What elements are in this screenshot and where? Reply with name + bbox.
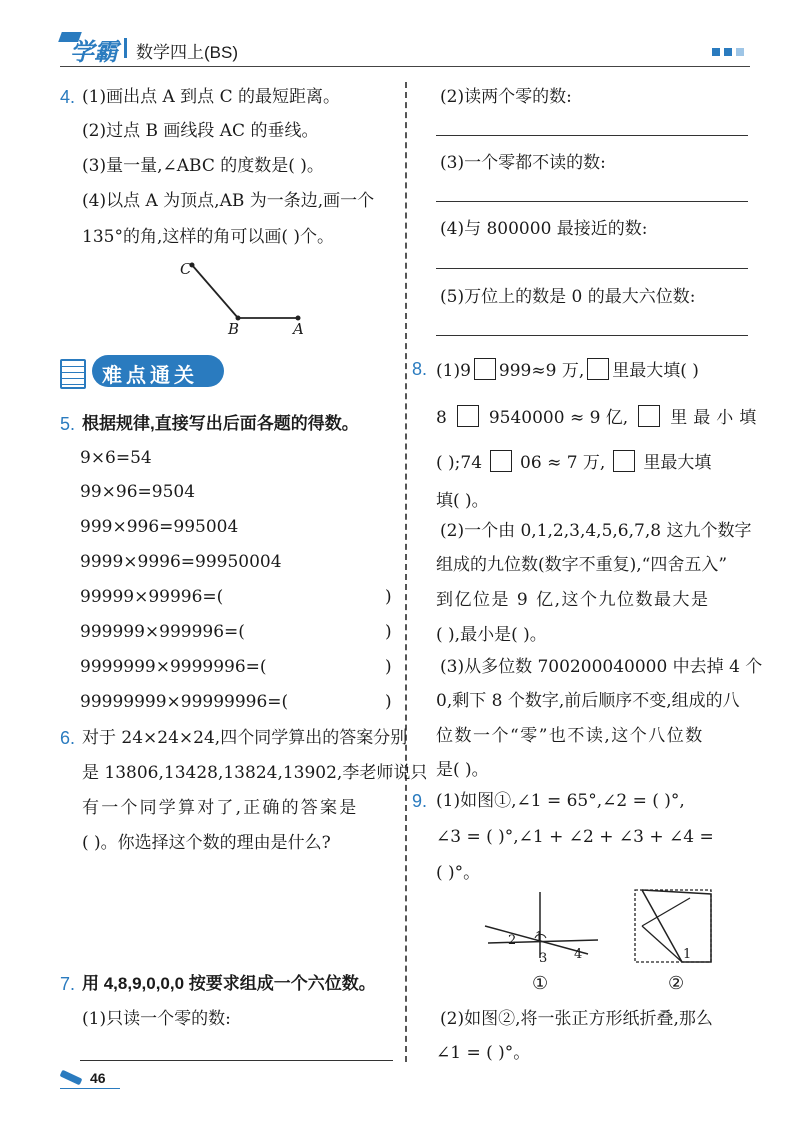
fold-line-2 [642,926,682,962]
fig1-angle-2: 2 [508,933,517,948]
equation-7-close: ) [385,657,392,677]
digit-box-2[interactable] [587,358,609,380]
page-number: 46 [90,1070,106,1086]
question-4-line-4: (4)以点 A 为顶点,AB 为一条边,画一个 [82,191,375,211]
question-7-number: 7. [60,974,76,994]
header-squares-icon [712,48,746,58]
figure-2-label: ② [668,973,685,994]
answer-line-7-2[interactable] [436,135,748,136]
q8-l1-c: 里最大填( ) [612,361,699,381]
q8-l2-c: 里最小填 [670,408,763,428]
q8-l3-c: 里最大填 [643,453,712,473]
question-8-line-12: 是( )。 [436,760,489,780]
subject-label: 数学四上(BS) [136,43,238,62]
header-rule [60,66,750,67]
q8-l2-b: 9540000 ≈ 9 亿, [488,408,629,428]
question-8-line-11: 位数一个“零”也不读,这个八位数 [436,726,704,746]
footer-rule [60,1088,120,1089]
segment-cb [192,265,238,318]
fig1-angle-4: 4 [574,947,583,962]
question-7-part-2: (2)读两个零的数: [440,87,572,107]
footer [60,1064,140,1094]
brand-logo: 学霸 [70,39,118,66]
question-9-line-3: ( )°。 [436,863,481,883]
equation-6-close: ) [385,622,392,642]
digit-box-4[interactable] [638,405,660,427]
point-b-label: B [228,320,240,338]
q8-l1-b: 999≈9 万, [498,361,585,381]
fold-shape [642,890,711,962]
question-8-number: 8. [412,359,428,379]
answer-line-7-5[interactable] [436,335,748,336]
section-title: 难点通关 [102,365,198,387]
question-6-line-2: 是 13806,13428,13824,13902,李老师说只 [82,763,428,783]
question-6-line-4: ( )。你选择这个数的理由是什么? [82,833,331,853]
answer-line-7-3[interactable] [436,201,748,202]
equation-8-close: ) [385,692,392,712]
question-8-line-2 [436,405,762,429]
equation-5-close: ) [385,587,392,607]
notebook-icon [60,359,86,389]
q8-l3-b: 06 ≈ 7 万, [520,453,606,473]
q8-l1-a: (1)9 [436,361,471,381]
point-a-label: A [293,320,304,338]
equation-3: 999×996=995004 [80,517,239,537]
question-6-line-3: 有一个同学算对了,正确的答案是 [82,798,359,818]
question-6-line-1: 对于 24×24×24,四个同学算出的答案分别 [82,728,408,748]
equation-1: 9×6=54 [80,448,152,468]
question-8-line-8: ( ),最小是( )。 [436,625,547,645]
point-c-label: C [180,260,192,278]
equation-7: 9999999×9999996=( [80,657,267,677]
digit-box-6[interactable] [613,450,635,472]
question-4-line-3: (3)量一量,∠ABC 的度数是( )。 [82,156,324,176]
question-4-number: 4. [60,87,76,107]
question-5-title: 根据规律,直接写出后面各题的得数。 [82,414,359,433]
question-6-number: 6. [60,728,76,748]
question-4-line-2: (2)过点 B 画线段 AC 的垂线。 [82,121,319,141]
equation-4: 9999×9996=99950004 [80,552,282,572]
pencil-icon [60,1070,83,1086]
question-8-line-5: (2)一个由 0,1,2,3,4,5,6,7,8 这九个数字 [440,521,752,541]
figure-2-folded-square [630,886,715,966]
question-8-line-7: 到亿位是 9 亿,这个九位数最大是 [436,590,710,610]
answer-line-7-1[interactable] [80,1060,393,1061]
question-8-line-3 [436,450,711,474]
question-4-line-1: (1)画出点 A 到点 C 的最短距离。 [82,87,340,107]
header [60,30,750,70]
answer-line-7-4[interactable] [436,268,748,269]
column-divider [405,82,407,1062]
equation-6: 999999×999996=( [80,622,245,642]
figure-1-label: ① [532,973,549,994]
header-divider [124,38,127,58]
digit-box-5[interactable] [490,450,512,472]
q8-l2-a: 8 [436,408,447,428]
digit-box-3[interactable] [457,405,479,427]
digit-box-1[interactable] [474,358,496,380]
section-banner [58,355,228,389]
question-9-number: 9. [412,791,428,811]
question-8-line-6: 组成的九位数(数字不重复),“四舍五入” [436,555,728,575]
question-9-line-2: ∠3 = ( )°,∠1 + ∠2 + ∠3 + ∠4 = [436,827,714,847]
fig2-angle-1: 1 [683,947,692,962]
question-4-line-5: 135°的角,这样的角可以画( )个。 [82,227,335,247]
question-7-part-3: (3)一个零都不读的数: [440,153,606,173]
question-9-line-4: (2)如图②,将一张正方形纸折叠,那么 [440,1009,713,1029]
equation-5: 99999×99996=( [80,587,224,607]
question-7-title: 用 4,8,9,0,0,0 按要求组成一个六位数。 [82,974,376,993]
fig1-angle-3: 3 [539,951,548,966]
equation-8: 99999999×99999996=( [80,692,289,712]
question-8-line-10: 0,剩下 8 个数字,前后顺序不变,组成的八 [436,691,740,711]
equation-2: 99×96=9504 [80,482,196,502]
question-7-part-5: (5)万位上的数是 0 的最大六位数: [440,287,696,307]
q8-l3-a: ( );74 [436,453,483,473]
square-outline [635,890,711,962]
question-5-number: 5. [60,414,76,434]
question-9-line-5: ∠1 = ( )°。 [436,1043,531,1063]
question-8-line-9: (3)从多位数 700200040000 中去掉 4 个 [440,657,763,677]
fig1-angle-1: 1 [535,930,544,945]
question-8-line-4: 填( )。 [436,491,489,511]
question-9-line-1: (1)如图①,∠1 = 65°,∠2 = ( )°, [436,791,685,811]
question-8-line-1 [436,358,699,382]
question-7-part-1: (1)只读一个零的数: [82,1009,231,1029]
question-7-part-4: (4)与 800000 最接近的数: [440,219,648,239]
